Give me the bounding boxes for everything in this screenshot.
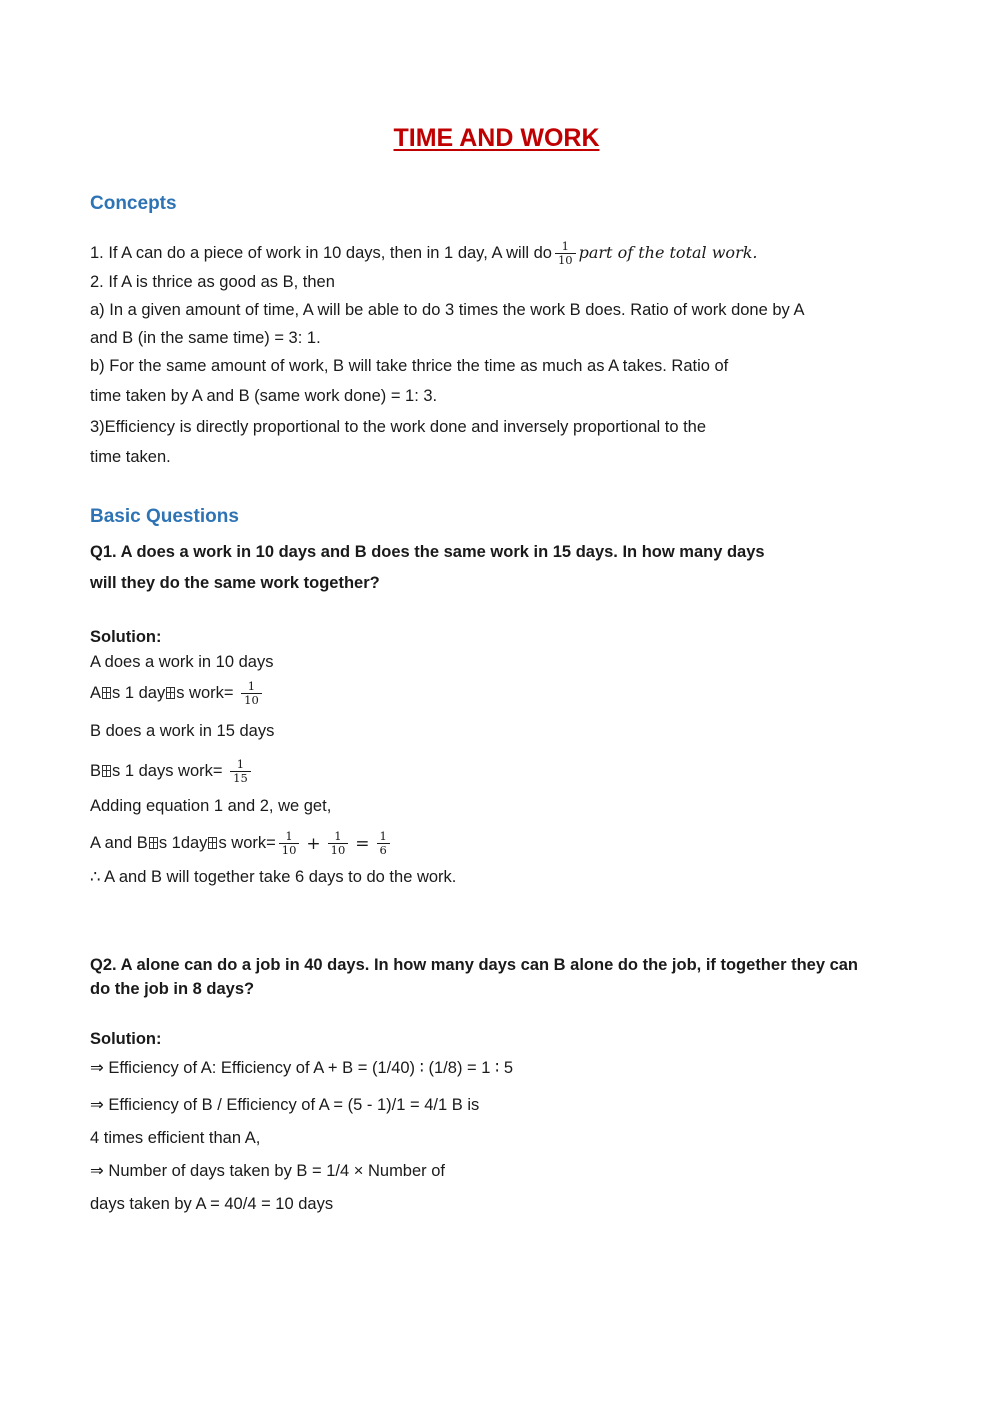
basic-questions-heading: Basic Questions bbox=[90, 506, 239, 527]
q2-step-5: days taken by A = 40/4 = 10 days bbox=[90, 1195, 334, 1213]
concept-1-fraction: $\frac{1}{10}$ bbox=[555, 240, 576, 267]
missing-glyph-icon bbox=[166, 687, 175, 699]
q1-step-7: ∴ A and B will together take 6 days to do the work. bbox=[90, 868, 457, 886]
concept-2b-line1: b) For the same amount of work, B will take thrice the time as much as A takes. Ratio of bbox=[90, 357, 729, 375]
q1-line1: Q1. A does a work in 10 days and B does the same work in 15 days. In how many days bbox=[90, 543, 765, 561]
concept-1-text: 1. If A can do a piece of work in 10 days, then in 1 day, A will do bbox=[90, 243, 552, 262]
q2-solution-label: Solution: bbox=[90, 1030, 162, 1048]
q1-step-6-fraction-3: $\frac{1}{6}$ bbox=[377, 830, 390, 857]
concepts-heading: Concepts bbox=[90, 193, 177, 214]
concept-2: 2. If A is thrice as good as B, then bbox=[90, 273, 335, 291]
q2-step-3: 4 times efficient than A, bbox=[90, 1129, 261, 1147]
concept-2a-line1: a) In a given amount of time, A will be able to do 3 times the work B does. Ratio of work done by A bbox=[90, 301, 805, 319]
missing-glyph-icon bbox=[102, 765, 111, 777]
q1-step-2: A s 1 day s work= $\frac{1}{10}$ bbox=[90, 680, 265, 707]
concept-3-line2: time taken. bbox=[90, 448, 171, 466]
concept-2b-line2: time taken by A and B (same work done) = 1: 3. bbox=[90, 387, 438, 405]
concept-1-math: part of the total work. bbox=[578, 242, 758, 262]
q1-step-6-fraction-1: $\frac{1}{10}$ bbox=[279, 830, 300, 857]
q1-step-4: B s 1 days work= $\frac{1}{15}$ bbox=[90, 758, 254, 785]
q1-step-5: Adding equation 1 and 2, we get, bbox=[90, 797, 332, 815]
concept-3-line1: 3)Efficiency is directly proportional to the work done and inversely proportional to the bbox=[90, 418, 707, 436]
q2-step-2: ⇒ Efficiency of B / Efficiency of A = (5 - 1)/1 = 4/1 B is bbox=[90, 1096, 480, 1114]
q1-step-6: A and B s 1day s work= $\frac{1}{10}$ + $\frac{1}{10}$ = $\frac{1}{6}$ bbox=[90, 830, 393, 857]
q2-line2: do the job in 8 days? bbox=[90, 980, 255, 998]
q1-step-6-fraction-2: $\frac{1}{10}$ bbox=[328, 830, 349, 857]
q2-line1: Q2. A alone can do a job in 40 days. In how many days can B alone do the job, if together they can bbox=[90, 956, 859, 974]
q1-step-2-fraction: $\frac{1}{10}$ bbox=[241, 680, 262, 707]
concept-1 bbox=[90, 240, 758, 267]
q2-step-4: ⇒ Number of days taken by B = 1/4 × Number of bbox=[90, 1162, 445, 1180]
missing-glyph-icon bbox=[208, 837, 217, 849]
q1-line2: will they do the same work together? bbox=[90, 574, 380, 592]
q2-step-1: ⇒ Efficiency of A: Efficiency of A + B = (1/40) ∶ (1/8) = 1 ∶ 5 bbox=[90, 1059, 514, 1077]
q1-step-1: A does a work in 10 days bbox=[90, 653, 274, 671]
q1-solution-label: Solution: bbox=[90, 628, 162, 646]
q1-step-4-fraction: $\frac{1}{15}$ bbox=[230, 758, 251, 785]
page-title: TIME AND WORK bbox=[393, 124, 600, 152]
missing-glyph-icon bbox=[102, 687, 111, 699]
concept-2a-line2: and B (in the same time) = 3: 1. bbox=[90, 329, 321, 347]
missing-glyph-icon bbox=[149, 837, 158, 849]
q1-step-3: B does a work in 15 days bbox=[90, 722, 275, 740]
